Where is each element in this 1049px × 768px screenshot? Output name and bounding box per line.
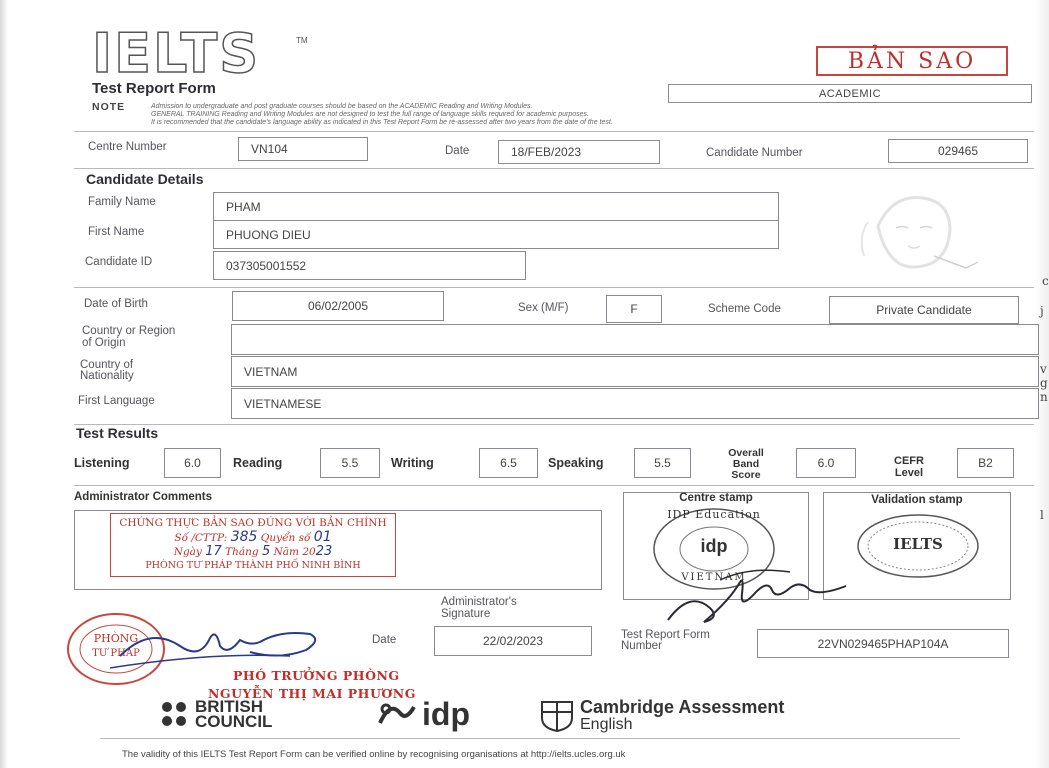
cert-number-label: Số /CTTP:	[174, 532, 228, 544]
candidate-id-label: Candidate ID	[85, 256, 153, 268]
country-region-label-1: Country or Region	[82, 325, 176, 337]
centre-number-label: Centre Number	[88, 141, 167, 153]
country-region-field	[231, 324, 1039, 355]
divider-header	[74, 131, 1034, 132]
officer-name: NGUYỄN THỊ MAI PHƯƠNG	[208, 686, 416, 701]
cert-number: 385	[230, 529, 258, 545]
reading-label: Reading	[233, 456, 283, 470]
writing-label: Writing	[391, 456, 434, 470]
cert-day-label: Ngày	[173, 546, 202, 558]
edge-char-1: c	[1042, 274, 1049, 288]
ielts-validation-seal	[856, 513, 980, 579]
note-line-1: Admission to undergraduate and post graduate courses should be based on the ACADEMIC Reading and Writing Modules.	[151, 103, 533, 110]
scheme-code-label: Scheme Code	[708, 303, 781, 315]
british-council-dots-icon	[161, 700, 189, 728]
overall-label-2: Band	[732, 458, 760, 470]
cefr-level: B2	[957, 448, 1014, 478]
speaking-label: Speaking	[548, 456, 604, 470]
british-council-text-1: BRITISH	[195, 697, 263, 716]
cambridge-logo	[540, 699, 784, 733]
administrator-signature	[660, 560, 860, 630]
overall-label-3: Score	[731, 469, 761, 481]
idp-stamp-top: IDP Education	[667, 508, 761, 521]
cert-line-2	[115, 530, 391, 545]
idp-swirl-icon	[376, 699, 420, 729]
reading-score: 5.5	[320, 448, 380, 478]
cambridge-text-1: Cambridge Assessment	[580, 697, 785, 717]
copy-stamp-text: BẢN SAO	[847, 48, 977, 74]
trf-label-2: Number	[621, 640, 662, 652]
cert-month-label: Tháng	[225, 546, 259, 558]
certification-stamp	[110, 513, 396, 577]
family-name-label: Family Name	[88, 196, 156, 208]
listening-label: Listening	[74, 456, 130, 470]
cefr-label	[876, 455, 942, 479]
first-name-field: PHUONG DIEU	[213, 220, 779, 249]
overall-score: 6.0	[796, 448, 856, 478]
note-line-3: It is recommended that the candidate's language ability as indicated in this Test Report Form be re-assessed after two years from the date of the test.	[151, 119, 613, 126]
validation-seal-text: IELTS	[893, 535, 943, 553]
note-label: NOTE	[92, 101, 126, 113]
divider-admin	[74, 485, 1034, 486]
admin-date-field: 22/02/2023	[434, 626, 592, 656]
writing-score: 6.5	[479, 448, 538, 478]
ielts-logo-text: IELTS	[92, 22, 261, 85]
cefr-label-2: Level	[894, 467, 924, 479]
divider-candidate	[74, 287, 1034, 288]
sex-label: Sex (M/F)	[518, 302, 569, 314]
test-results-title: Test Results	[76, 425, 159, 441]
speaking-score: 5.5	[634, 448, 691, 478]
nationality-field: VIETNAM	[231, 356, 1039, 387]
candidate-number-field: 029465	[888, 139, 1028, 163]
cambridge-shield-icon	[540, 700, 574, 732]
seal-text-1: PHÒNG	[93, 632, 139, 645]
family-name-field: PHAM	[213, 192, 779, 221]
british-council-logo	[161, 697, 272, 731]
trf-number-label	[621, 630, 710, 652]
british-council-text-2: COUNCIL	[195, 712, 273, 731]
validation-stamp-label: Validation stamp	[871, 494, 963, 506]
nationality-label-2: Nationality	[80, 370, 134, 382]
overall-label	[708, 448, 784, 481]
cert-book-label: Quyển số	[260, 532, 311, 544]
copy-stamp	[816, 46, 1008, 76]
edge-char-3: v	[1040, 362, 1047, 376]
sex-field: F	[606, 295, 662, 323]
officer-title: PHÓ TRƯỞNG PHÒNG	[233, 668, 400, 683]
signature-label	[441, 596, 517, 620]
idp-logo-text: idp	[422, 696, 470, 732]
cert-day: 17	[205, 544, 222, 559]
idp-stamp-bottom: VIETNAM	[681, 572, 747, 583]
cert-month: 5	[261, 544, 271, 559]
candidate-id-field: 037305001552	[213, 251, 526, 280]
cambridge-text-2: English	[580, 716, 633, 733]
cert-line-3	[115, 545, 391, 559]
edge-char-6: l	[1040, 508, 1044, 522]
dob-label: Date of Birth	[84, 298, 148, 310]
edge-char-5: n	[1040, 390, 1048, 404]
cert-line-4: PHÒNG TƯ PHÁP THÀNH PHỐ NINH BÌNH	[145, 560, 361, 571]
country-region-label-2: of Origin	[82, 337, 126, 349]
dob-field: 06/02/2005	[232, 291, 444, 321]
centre-stamp-label: Centre stamp	[679, 492, 753, 504]
trf-label-1: Test Report Form	[621, 629, 710, 641]
nationality-label-1: Country of	[80, 359, 134, 371]
cert-line-1: CHỨNG THỰC BẢN SAO ĐÚNG VỚI BẢN CHÍNH	[119, 517, 387, 529]
divider-footer	[100, 738, 960, 739]
date-label: Date	[445, 145, 470, 157]
cert-year: 23	[315, 544, 333, 559]
divider-info	[74, 168, 1034, 169]
first-language-label: First Language	[78, 395, 155, 407]
form-title: Test Report Form	[92, 80, 216, 97]
admin-date-label: Date	[372, 634, 397, 646]
test-date-field: 18/FEB/2023	[498, 140, 660, 164]
signature-label-1: Administrator's	[441, 596, 517, 608]
admin-comments-label: Administrator Comments	[74, 491, 213, 503]
ielts-logo-tm: TM	[296, 36, 308, 45]
idp-stamp-mid: idp	[700, 536, 728, 556]
edge-char-4: g	[1040, 376, 1048, 390]
scan-left-edge	[0, 0, 8, 768]
listening-score: 6.0	[164, 448, 221, 478]
candidate-photo	[838, 186, 988, 286]
candidate-details-title: Candidate Details	[86, 171, 204, 187]
ielts-logo	[92, 24, 260, 84]
cefr-label-1: CEFR	[894, 455, 924, 467]
centre-number-field: VN104	[238, 137, 368, 161]
module-box	[668, 84, 1032, 103]
idp-logo	[376, 696, 470, 732]
divider-results	[74, 424, 1034, 425]
candidate-number-label: Candidate Number	[706, 147, 803, 159]
seal-text-2: TƯ PHÁP	[92, 648, 140, 659]
signature-label-2: Signature	[441, 608, 491, 620]
trf-number-field: 22VN029465PHAP104A	[757, 629, 1009, 658]
first-language-field: VIETNAMESE	[231, 388, 1039, 419]
cert-year-label: Năm 20	[273, 546, 316, 558]
overall-label-1: Overall	[728, 447, 764, 459]
cert-book: 01	[313, 529, 332, 545]
first-name-label: First Name	[88, 226, 145, 238]
edge-char-2: j	[1040, 304, 1044, 318]
note-line-2: GENERAL TRAINING Reading and Writing Modules are not designed to test the full range of language skills required for academic purposes.	[151, 111, 589, 118]
officer-signature	[110, 616, 330, 676]
validity-statement: The validity of this IELTS Test Report Form can be verified online by recognising organisations at http://ielts.ucles.org.uk	[122, 749, 626, 760]
scheme-code-field: Private Candidate	[829, 296, 1019, 324]
module-value: ACADEMIC	[818, 87, 882, 100]
